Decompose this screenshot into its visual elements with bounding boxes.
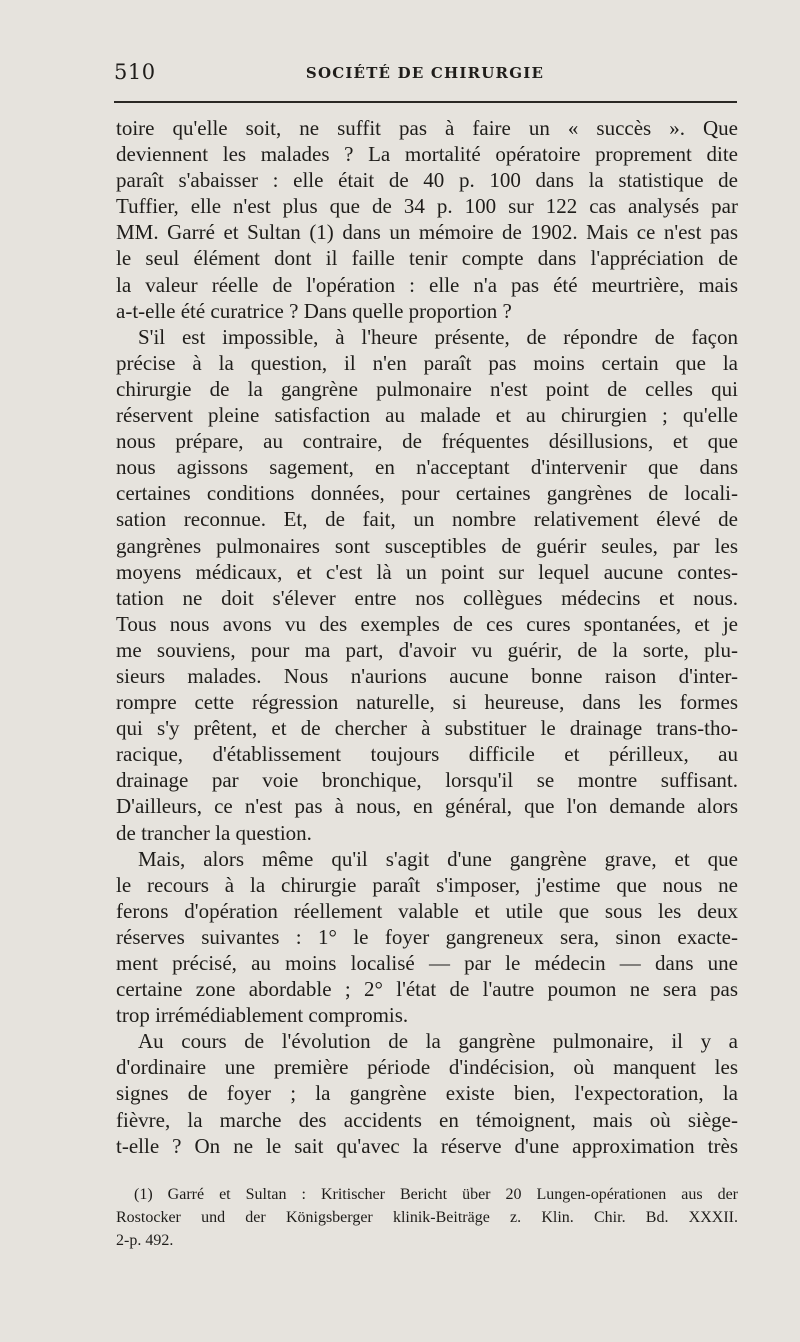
text-line: de trancher la question. <box>116 820 312 845</box>
text-line: sieurs malades. Nous n'aurions aucune bonne raison d'inter- <box>116 663 738 688</box>
text-line: chirurgie de la gangrène pulmonaire n'est point de celles qui <box>116 376 738 401</box>
page-number: 510 <box>114 60 156 84</box>
text-line: nous prépare, au contraire, de fréquentes désillusions, et que <box>116 429 738 454</box>
text-line: ment précisé, au moins localisé — par le médecin — dans une <box>116 951 738 975</box>
text-line: t-elle ? On ne le sait qu'avec la réserve d'une approximation très <box>116 1133 738 1158</box>
text-line: d'ordinaire une première période d'indécision, où manquent les <box>116 1055 738 1080</box>
footnote-line: (1) Garré et Sultan : Kritischer Bericht über 20 Lungen-opérationen aus der <box>134 1186 738 1203</box>
text-line: racique, d'établissement toujours difficile et périlleux, au <box>116 742 738 767</box>
text-line: certaine zone abordable ; 2° l'état de l'autre poumon ne sera pas <box>116 977 738 1002</box>
text-line: Tuffier, elle n'est plus que de 34 p. 100 sur 122 cas analysés par <box>116 194 738 219</box>
text-line: gangrènes pulmonaires sont susceptibles de guérir seules, par les <box>116 533 738 558</box>
text-line: qui s'y prêtent, et de chercher à substituer le drainage trans-tho- <box>116 716 738 741</box>
running-head: SOCIÉTÉ DE CHIRURGIE <box>305 64 545 82</box>
text-line: réserves suivantes : 1° le foyer gangreneux sera, sinon exacte- <box>116 924 738 949</box>
text-line: trop irrémédiablement compromis. <box>116 1003 409 1028</box>
text-line: la valeur réelle de l'opération : elle n'a pas été meurtrière, mais <box>116 272 738 297</box>
text-line: toire qu'elle soit, ne suffit pas à faire un « succès ». Que <box>116 116 738 140</box>
text-line: le recours à la chirurgie paraît s'imposer, j'estime que nous ne <box>116 872 738 897</box>
text-line: paraît s'abaisser : elle était de 40 p. 100 dans la statistique de <box>116 168 738 193</box>
footnote <box>116 1183 738 1252</box>
text-line: fièvre, la marche des accidents en témoignent, mais où siège- <box>116 1107 738 1132</box>
footnote-line: Rostocker und der Königsberger klinik-Beiträge z. Klin. Chir. Bd. XXXII. <box>116 1209 738 1226</box>
footnote-line: 2-p. 492. <box>116 1232 174 1249</box>
text-line: a-t-elle été curatrice ? Dans quelle proportion ? <box>116 298 512 323</box>
text-line: certaines conditions données, pour certaines gangrènes de locali- <box>116 481 738 506</box>
text-line: ferons d'opération réellement valable et utile que sous les deux <box>116 898 738 923</box>
text-line: MM. Garré et Sultan (1) dans un mémoire de 1902. Mais ce n'est pas <box>116 220 738 245</box>
text-line: signes de foyer ; la gangrène existe bien, l'expectoration, la <box>116 1081 738 1106</box>
text-line: Mais, alors même qu'il s'agit d'une gangrène grave, et que <box>138 846 738 871</box>
text-line: le seul élément dont il faille tenir compte dans l'appréciation de <box>116 246 738 271</box>
header-rule <box>114 101 737 103</box>
text-line: tation ne doit s'élever entre nos collègues médecins et nous. <box>116 585 738 610</box>
text-line: drainage par voie bronchique, lorsqu'il se montre suffisant. <box>116 768 738 793</box>
page-header <box>114 56 736 92</box>
text-line: me souviens, pour ma part, d'avoir vu guérir, de la sorte, plu- <box>116 637 738 662</box>
text-line: nous agissons sagement, en n'acceptant d'intervenir que dans <box>116 455 738 480</box>
text-line: D'ailleurs, ce n'est pas à nous, en général, que l'on demande alors <box>116 794 738 819</box>
text-line: sation reconnue. Et, de fait, un nombre relativement élevé de <box>116 507 738 532</box>
body-text <box>116 115 738 1159</box>
text-line: réservent pleine satisfaction au malade et au chirurgien ; qu'elle <box>116 403 738 428</box>
text-line: moyens médicaux, et c'est là un point sur lequel aucune contes- <box>116 559 738 584</box>
text-line: deviennent les malades ? La mortalité opératoire proprement dite <box>116 142 738 167</box>
text-line: rompre cette régression naturelle, si heureuse, dans les formes <box>116 690 738 715</box>
text-line: S'il est impossible, à l'heure présente, de répondre de façon <box>138 324 738 349</box>
text-line: Tous nous avons vu des exemples de ces cures spontanées, et je <box>116 611 738 636</box>
text-line: Au cours de l'évolution de la gangrène pulmonaire, il y a <box>138 1029 738 1054</box>
text-line: précise à la question, il n'en paraît pas moins certain que la <box>116 350 738 375</box>
